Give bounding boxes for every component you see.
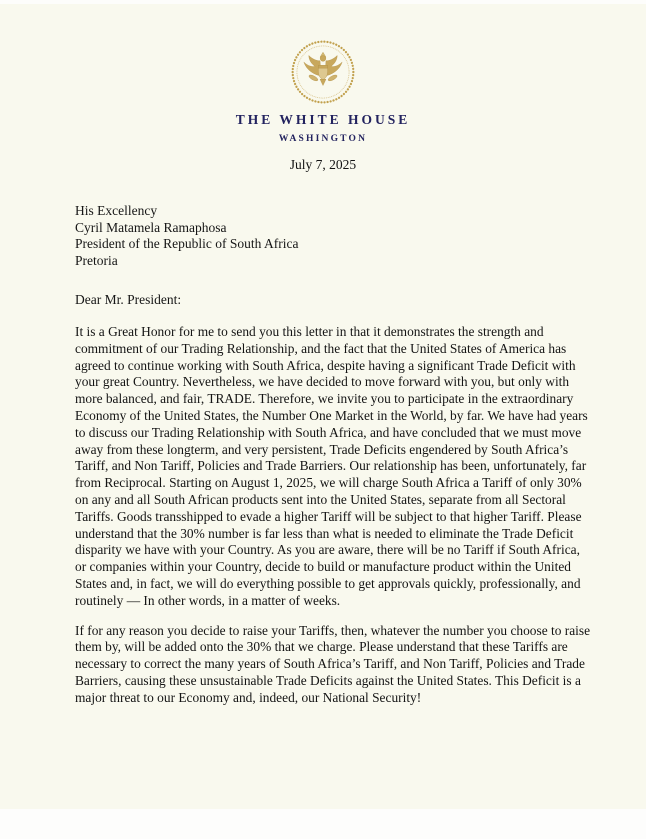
- letterhead-subtitle: WASHINGTON: [278, 134, 368, 144]
- letter-date: July 7, 2025: [289, 157, 357, 172]
- letterhead: [0, 0, 646, 173]
- recipient-name: Cyril Matamela Ramaphosa: [75, 219, 227, 235]
- body-paragraph-1: It is a Great Honor for me to send you this letter in that it demonstrates the strength and commitment of our Trading Relationship, and the fact that the United States of America has agreed to continue working with South Africa, despite having a significant Trade Deficit with your great Country. Nevertheless, we have decided to move forward with you, but only with more balanced, and fair, TRADE. Therefore, we invite you to participate in the extraordinary Economy of the United States, the Number One Market in the World, by far. We have had years to discuss our Trading Relationship with South Africa, and have concluded that we must move away from these longterm, and very persistent, Trade Deficits engendered by South Africa’s Tariff, and Non Tariff, Policies and Trade Barriers. Our relationship has been, unfortunately, far from Reciprocal. Starting on August 1, 2025, we will charge South Africa a Tariff of only 30% on any and all South African products sent into the United States, separate from all Sectoral Tariffs. Goods transshipped to evade a higher Tariff will be subject to that higher Tariff. Please understand that the 30% number is far less than what is needed to eliminate the Trade Deficit disparity we have with your Country. As you are aware, there will be no Tariff if South Africa, or companies within your Country, decide to build or manufacture product within the United States and, in fact, we will do everything possible to get approvals quickly, professionally, and routinely — In other words, in a matter of weeks.: [75, 324, 588, 608]
- recipient-city: Pretoria: [75, 252, 118, 268]
- recipient-block: [75, 203, 646, 269]
- page-bottom-edge: [0, 809, 646, 839]
- recipient-title: President of the Republic of South Africa: [75, 236, 299, 251]
- recipient-honorific: His Excellency: [75, 203, 158, 218]
- letterhead-title: THE WHITE HOUSE: [235, 112, 411, 127]
- salutation: Dear Mr. President:: [75, 292, 182, 307]
- body-paragraph-2: If for any reason you decide to raise your Tariffs, then, whatever the number you choose to raise them by, will be added onto the 30% that we charge. Please understand that these Tariffs are necessary to correct the many years of South Africa’s Tariff, and Non Tariff, Policies and Trade Barriers, causing these unsustainable Trade Deficits against the United States. This Deficit is a major threat to our Economy and, indeed, our National Security!: [75, 622, 591, 705]
- presidential-seal-icon: [0, 0, 646, 105]
